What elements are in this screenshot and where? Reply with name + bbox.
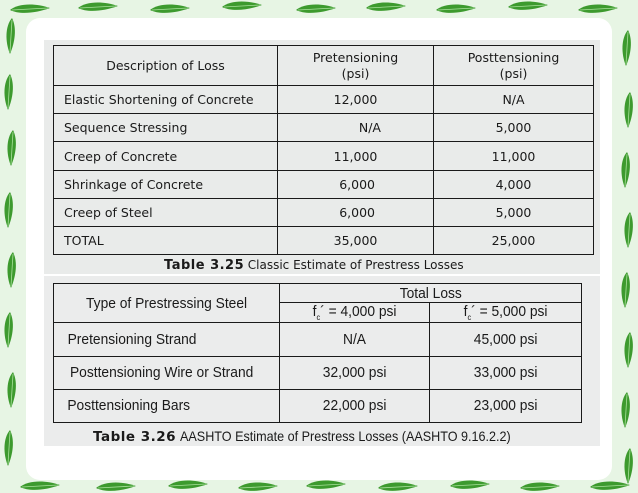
row-pre-value: 6,000 [278,198,434,226]
table-header-row [54,284,582,303]
row-pre-value: 35,000 [278,226,434,254]
row-post-value: 4,000 [434,170,594,198]
row-post-value: N/A [434,86,594,114]
table-row [54,389,582,422]
header-fc-5000: $f_c´ = 5,000$ psi [430,303,582,323]
row-description: Shrinkage of Concrete [54,170,278,198]
row-post-value: 11,000 [434,142,594,170]
table-row [54,114,594,142]
header-description: Description of Loss [54,46,278,86]
row-description: Creep of Steel [54,198,278,226]
table-row [54,323,582,356]
caption-label: Table 3.26 [93,429,177,445]
table-row [54,356,582,389]
right-leaves [621,30,632,484]
header-fc-4000: $f_c´ = 4,000$ psi [280,303,430,323]
row-description: TOTAL [54,226,278,254]
row-loss-4000: 32,000 psi [280,356,430,389]
table-row [54,198,594,226]
row-post-value: 5,000 [434,198,594,226]
row-loss-4000: 22,000 psi [280,389,430,422]
row-description: Elastic Shortening of Concrete [54,86,278,114]
header-posttensioning: Posttensioning (psi) [434,46,594,86]
bottom-leaves [20,480,630,490]
caption-text: Classic Estimate of Prestress Losses [247,258,464,272]
row-description: Creep of Concrete [54,142,278,170]
aashto-losses-table [53,283,582,423]
row-loss-4000: N/A [280,323,430,356]
row-loss-5000: 45,000 psi [430,323,582,356]
header-steel-type: Type of Prestressing Steel [54,284,280,323]
header-pretensioning: Pretensioning (psi) [278,46,434,86]
row-pre-value: 11,000 [278,142,434,170]
caption-text: AASHTO Estimate of Prestress Losses (AASHTO 9.16.2.2) [179,428,511,444]
table-3-25-caption [164,257,464,273]
header-total-loss: Total Loss [280,284,582,303]
top-leaves [10,1,618,12]
table-row [54,142,594,170]
row-post-value: 25,000 [434,226,594,254]
table-total-row [54,226,594,254]
row-loss-5000: 33,000 psi [430,356,582,389]
row-pre-value: N/A [278,114,434,142]
prestress-losses-table [53,45,594,255]
table-header-row [54,46,594,86]
table-row [54,86,594,114]
table-row [54,170,594,198]
row-steel-type: Posttensioning Bars [54,389,280,422]
row-pre-value: 6,000 [278,170,434,198]
row-post-value: 5,000 [434,114,594,142]
row-pre-value: 12,000 [278,86,434,114]
table-3-26-caption [93,428,547,445]
row-loss-5000: 23,000 psi [430,389,582,422]
left-leaves [4,18,15,466]
row-description: Sequence Stressing [54,114,278,142]
caption-label: Table 3.25 [164,258,245,273]
row-steel-type: Pretensioning Strand [54,323,280,356]
row-steel-type: Posttensioning Wire or Strand [54,356,280,389]
